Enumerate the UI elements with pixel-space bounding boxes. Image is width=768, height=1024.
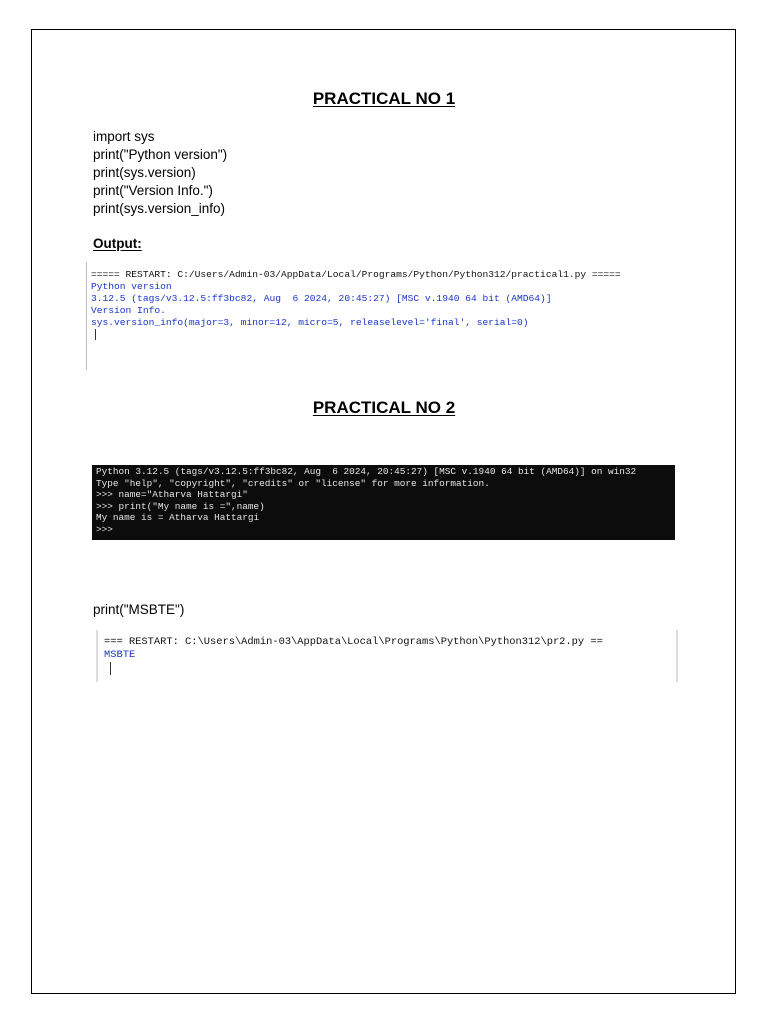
output-label: Output: <box>93 236 142 251</box>
idle-shell-output-2 <box>96 630 678 682</box>
practical-1-code <box>93 128 227 218</box>
console-line: My name is = Atharva Hattargi <box>96 512 260 524</box>
output-line: Python version <box>91 281 172 292</box>
restart-line: ===== RESTART: C:/Users/Admin-03/AppData/Local/Programs/Python/Python312/practical1.py ===== <box>91 269 621 280</box>
cursor-line <box>98 662 676 680</box>
idle-shell-output-1 <box>86 262 687 370</box>
output-line: sys.version_info(major=3, minor=12, micro=5, releaselevel='final', serial=0) <box>91 317 529 328</box>
console-line: >>> <box>96 523 113 535</box>
cursor-line <box>87 329 687 344</box>
output-line: Version Info. <box>91 305 166 316</box>
practical-2-heading: PRACTICAL NO 2 <box>312 398 456 417</box>
output-line: 3.12.5 (tags/v3.12.5:ff3bc82, Aug 6 2024, 20:45:27) [MSC v.1940 64 bit (AMD64)] <box>91 293 552 304</box>
console-line: >>> print("My name is =",name) <box>96 500 265 512</box>
text-cursor <box>110 662 111 675</box>
console-line: Python 3.12.5 (tags/v3.12.5:ff3bc82, Aug 6 2024, 20:45:27) [MSC v.1940 64 bit (AMD64)] on win32 <box>96 466 637 477</box>
code-line: print(sys.version) <box>93 165 196 180</box>
output-line: MSBTE <box>104 649 136 661</box>
restart-line: === RESTART: C:\Users\Admin-03\AppData\Local\Programs\Python\Python312\pr2.py == <box>104 636 603 648</box>
practical-1-heading: PRACTICAL NO 1 <box>312 89 456 108</box>
code-line: print("Python version") <box>93 147 228 162</box>
text-cursor <box>95 329 96 340</box>
code-line: import sys <box>93 129 155 144</box>
console-line: Type "help", "copyright", "credits" or "license" for more information. <box>96 477 490 489</box>
console-window <box>92 465 675 540</box>
code-line: print("Version Info.") <box>93 183 213 198</box>
code-line: print(sys.version_info) <box>93 201 226 216</box>
practical-2-code: print("MSBTE") <box>93 602 185 617</box>
console-line: >>> name="Atharva Hattargi" <box>96 489 248 501</box>
